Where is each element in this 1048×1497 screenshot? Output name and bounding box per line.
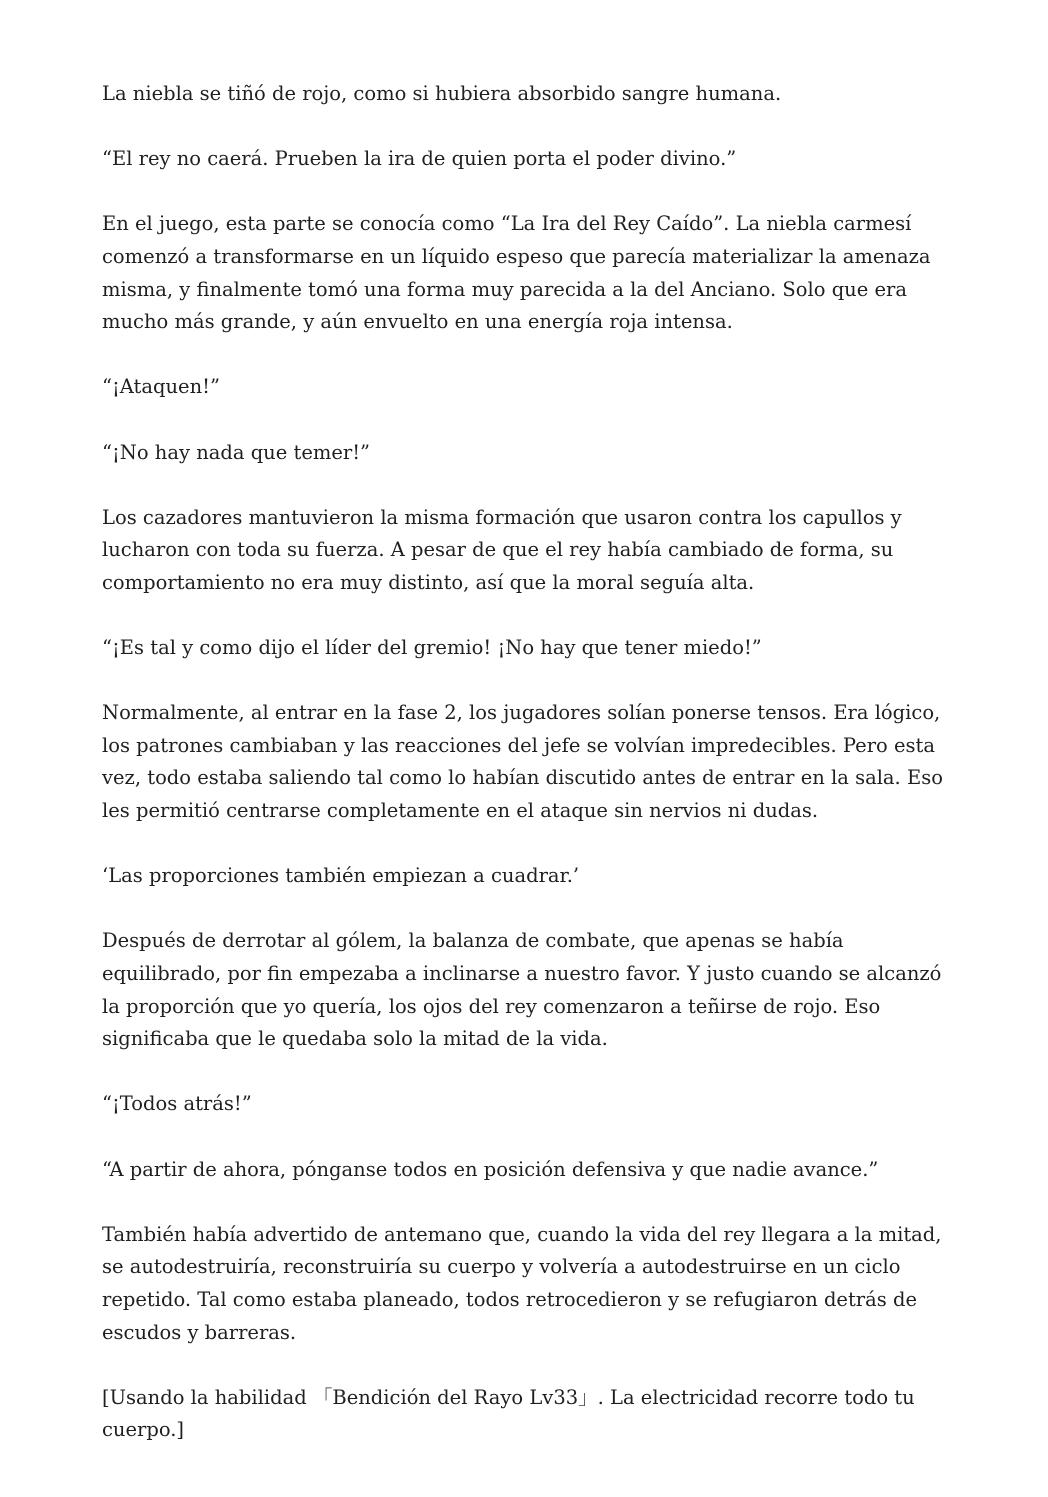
paragraph-2: “El rey no caerá. Prueben la ira de quien porta el poder divino.”	[102, 147, 737, 171]
paragraph-11: “¡Todos atrás!”	[102, 1092, 252, 1116]
paragraph-13: También había advertido de antemano que, cuando la vida del rey llegara a la mitad, se autodestruiría, reconstruiría su cuerpo y volvería a autodestruirse en un ciclo repetido. Tal como estaba planeado, todos retrocedieron y se refugiaron detrás de escudos y barreras.	[102, 1222, 942, 1344]
paragraph-12: “A partir de ahora, pónganse todos en posición defensiva y que nadie avance.”	[102, 1157, 879, 1181]
document-body	[102, 78, 952, 1447]
paragraph-9: ‘Las proporciones también empiezan a cuadrar.’	[102, 864, 580, 888]
paragraph-5: “¡No hay nada que temer!”	[102, 440, 371, 464]
paragraph-10: Después de derrotar al gólem, la balanza de combate, que apenas se había equilibrado, por fin empezaba a inclinarse a nuestro favor. Y justo cuando se alcanzó la proporción que yo quería, los ojos del rey comenzaron a teñirse de rojo. Eso significaba que le quedaba solo la mitad de la vida.	[102, 929, 942, 1051]
paragraph-6: Los cazadores mantuvieron la misma formación que usaron contra los capullos y lucharon con toda su fuerza. A pesar de que el rey había cambiado de forma, su comportamiento no era muy distinto, así que la moral seguía alta.	[102, 505, 902, 594]
paragraph-1: La niebla se tiñó de rojo, como si hubiera absorbido sangre humana.	[102, 82, 782, 105]
paragraph-4: “¡Ataquen!”	[102, 375, 220, 399]
paragraph-3: En el juego, esta parte se conocía como “La Ira del Rey Caído”. La niebla carmesí comenzó a transformarse en un líquido espeso que parecía materializar la amenaza misma, y finalmente tomó una forma muy parecida a la del Anciano. Solo que era mucho más grande, y aún envuelto en una energía roja intensa.	[102, 212, 931, 334]
paragraph-7: “¡Es tal y como dijo el líder del gremio! ¡No hay que tener miedo!”	[102, 636, 762, 660]
paragraph-14: [Usando la habilidad 「Bendición del Rayo Lv33」. La electricidad recorre todo tu cuerpo.]	[102, 1385, 915, 1442]
paragraph-8: Normalmente, al entrar en la fase 2, los jugadores solían ponerse tensos. Era lógico, los patrones cambiaban y las reacciones del jefe se volvían impredecibles. Pero esta vez, todo estaba saliendo tal como lo habían discutido antes de entrar en la sala. Eso les permitió centrarse completamente en el ataque sin nervios ni dudas.	[102, 701, 943, 823]
